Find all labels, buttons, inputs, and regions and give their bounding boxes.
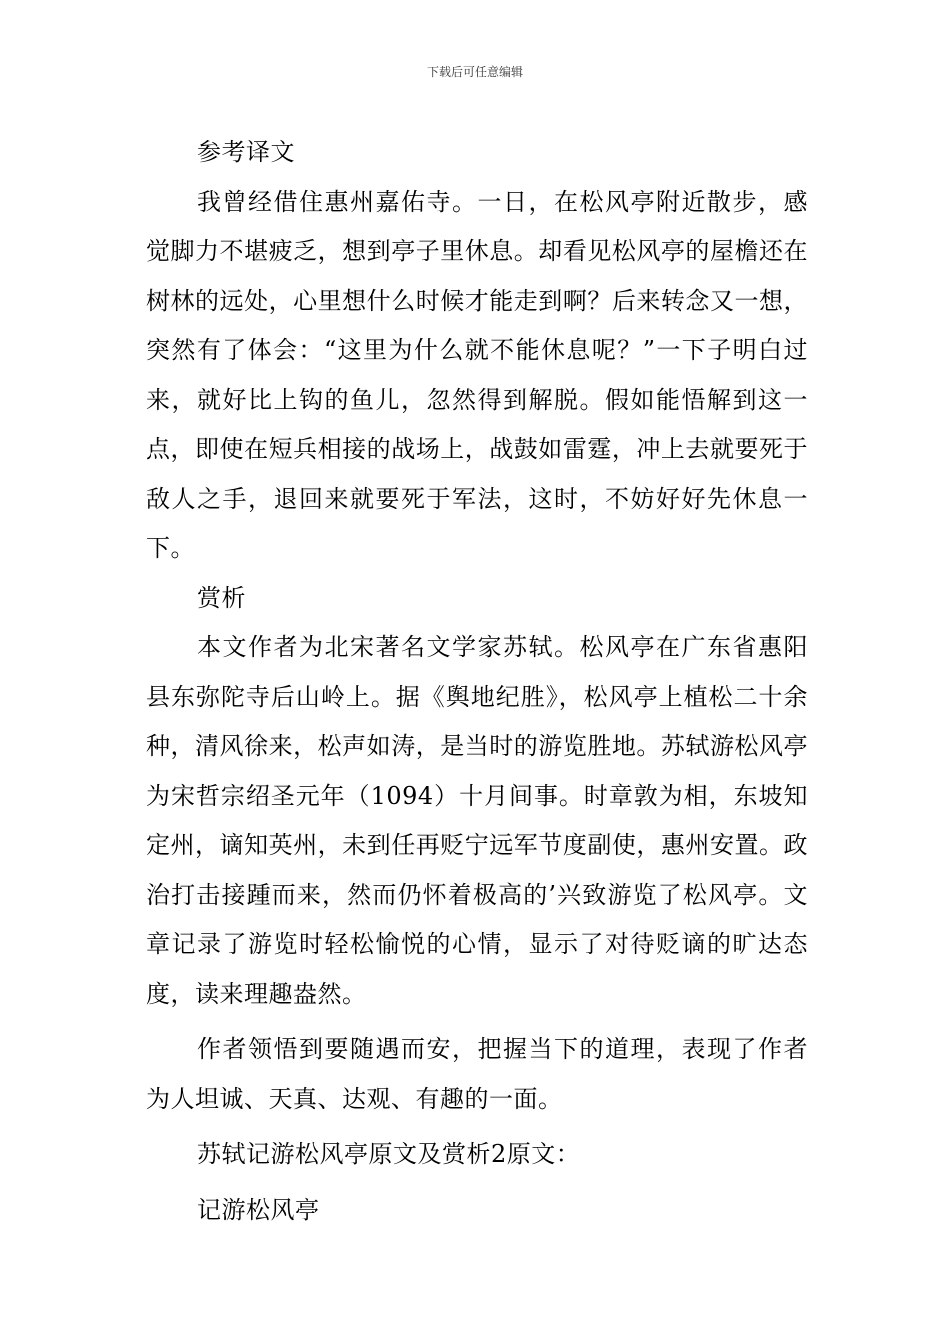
document-body [146,128,808,1235]
appreciation-heading: 赏析 [197,583,246,612]
appreciation-paragraph-2: 作者领悟到要随遇而安，把握当下的道理，表现了作者为人坦诚、天真、达观、有趣的一面。 [146,1035,808,1113]
translation-heading: 参考译文 [197,138,295,166]
translation-paragraph: 我曾经借住惠州嘉佑寺。一日，在松风亭附近散步，感觉脚力不堪疲乏，想到亭子里休息。却看见松风亭的屋檐还在树林的远处，心里想什么时候才能走到啊？后来转念又一想，突然有了体会：“这里为什么就不能休息呢？”一下子明白过来，就好比上钩的鱼儿，忽然得到解脱。假如能悟解到这一点，即使在短兵相接的战场上，战鼓如雷霆，冲上去就要死于敌人之手，退回来就要死于军法，这时，不妨好好先休息一下。 [146,187,808,562]
poem-title: 记游松风亭 [197,1195,320,1224]
appreciation-paragraph-1: 本文作者为北宋著名文学家苏轼。松风亭在广东省惠阳县东弥陀寺后山岭上。据《舆地纪胜》，松风亭上植松二十余种，清风徐来，松声如涛，是当时的游览胜地。苏轼游松风亭为宋哲宗绍圣元年（1094）十月间事。时章敦为相，东坡知定州，谪知英州，未到任再贬宁远军节度副使，惠州安置。政治打击接踵而来，然而仍怀着极高的’兴致游览了松风亭。文章记录了游览时轻松愉悦的心情，显示了对待贬谪的旷达态度，读来理趣盎然。 [146,633,808,1008]
page-header-note: 下载后可任意编辑 [426,65,523,79]
section-title: 苏轼记游松风亭原文及赏析2原文： [197,1140,581,1168]
